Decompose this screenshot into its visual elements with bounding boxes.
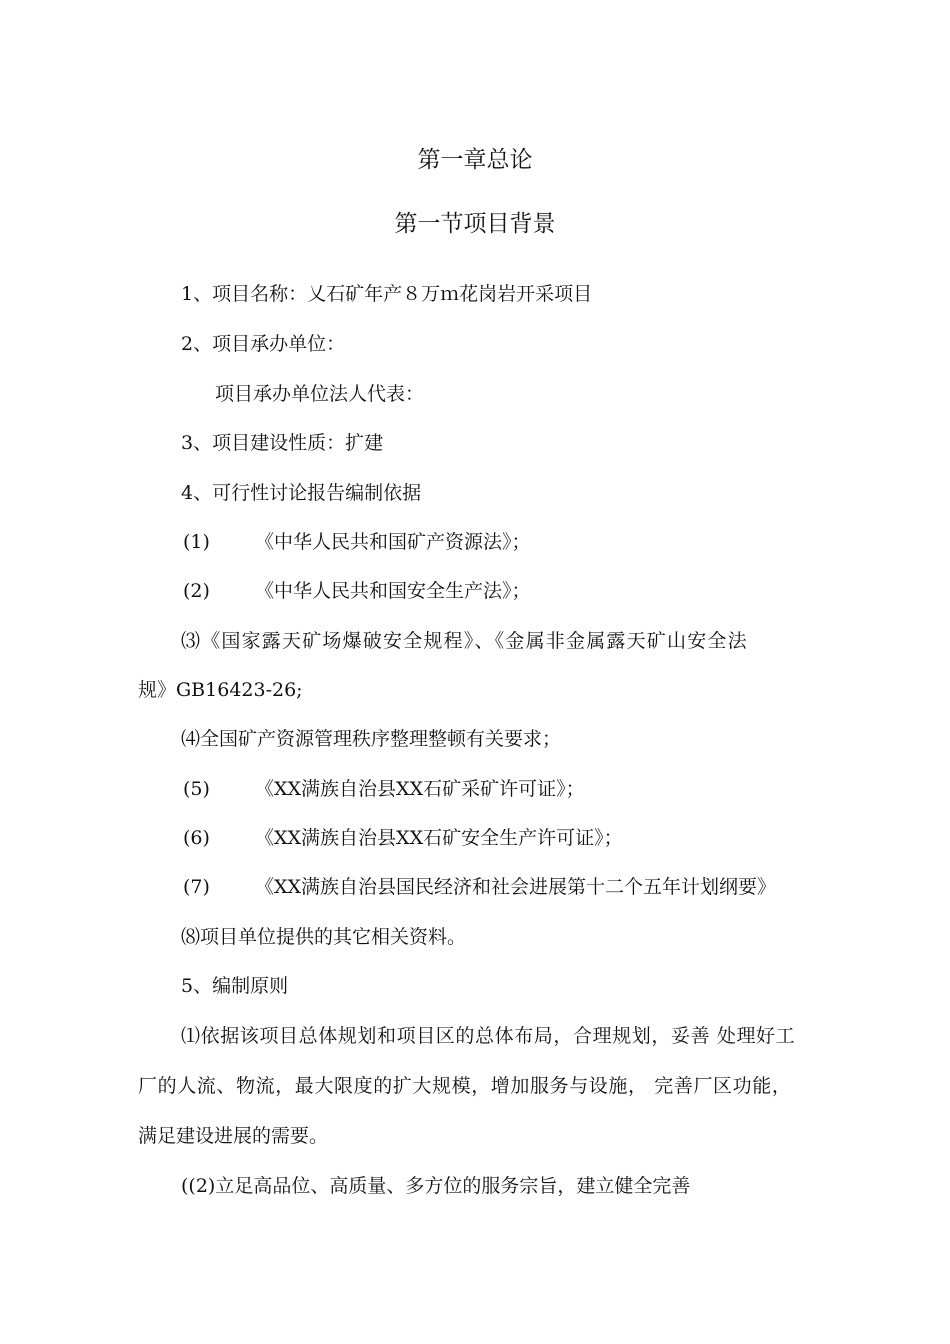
basis-item-5-text: 《XX满族自治县XX石矿采矿许可证》；: [255, 778, 585, 800]
basis-item-2-text: 《中华人民共和国安全生产法》；: [255, 580, 531, 602]
chapter-title: 第一章总论: [417, 147, 533, 173]
basis-item-7-number: (7): [183, 876, 210, 898]
basis-item-3-line-2: 规》GB16423-26;: [138, 679, 303, 701]
basis-item-2-number: (2): [183, 580, 210, 602]
principle-1-line-1: ⑴依据该项目总体规划和项目区的总体布局，合理规划，妥善 处理好工: [181, 1025, 796, 1047]
principle-2-line-1: ((2)立足高品位、高质量、多方位的服务宗旨，建立健全完善: [181, 1175, 691, 1197]
basis-item-1-number: (1): [183, 531, 210, 553]
item-report-basis-heading: 4、可行性讨论报告编制依据: [181, 482, 422, 504]
principle-1-line-2: 厂的人流、物流，最大限度的扩大规模，增加服务与设施， 完善厂区功能，: [138, 1075, 792, 1097]
principle-1-line-3: 满足建设进展的需要。: [138, 1125, 329, 1147]
item-project-owner: 2、项目承办单位：: [181, 333, 346, 355]
item-legal-representative: 项目承办单位法人代表：: [215, 383, 425, 405]
item-compilation-principles-heading: 5、编制原则: [181, 975, 289, 997]
item-project-nature: 3、项目建设性质：扩建: [181, 432, 384, 454]
basis-item-7-text: 《XX满族自治县国民经济和社会进展第十二个五年计划纲要》: [255, 876, 777, 898]
basis-item-4: ⑷全国矿产资源管理秩序整理整顿有关要求；: [181, 728, 562, 750]
item-project-name: 1、项目名称：乂石矿年产８万ｍ花岗岩开采项目: [181, 283, 593, 305]
basis-item-6: [183, 825, 623, 851]
basis-item-2: [183, 578, 531, 604]
basis-item-7: [183, 874, 776, 900]
basis-item-6-text: 《XX满族自治县XX石矿安全生产许可证》；: [255, 827, 623, 849]
basis-item-5: [183, 776, 585, 802]
section-title: 第一节项目背景: [394, 211, 556, 237]
basis-item-8: ⑻项目单位提供的其它相关资料。: [181, 926, 467, 948]
basis-item-5-number: (5): [183, 778, 210, 800]
basis-item-1-text: 《中华人民共和国矿产资源法》；: [255, 531, 531, 553]
basis-item-6-number: (6): [183, 827, 210, 849]
basis-item-1: [183, 529, 531, 555]
basis-item-3-line-1: ⑶《国家露天矿场爆破安全规程》、《金属非金属露天矿山安全法: [181, 630, 748, 652]
